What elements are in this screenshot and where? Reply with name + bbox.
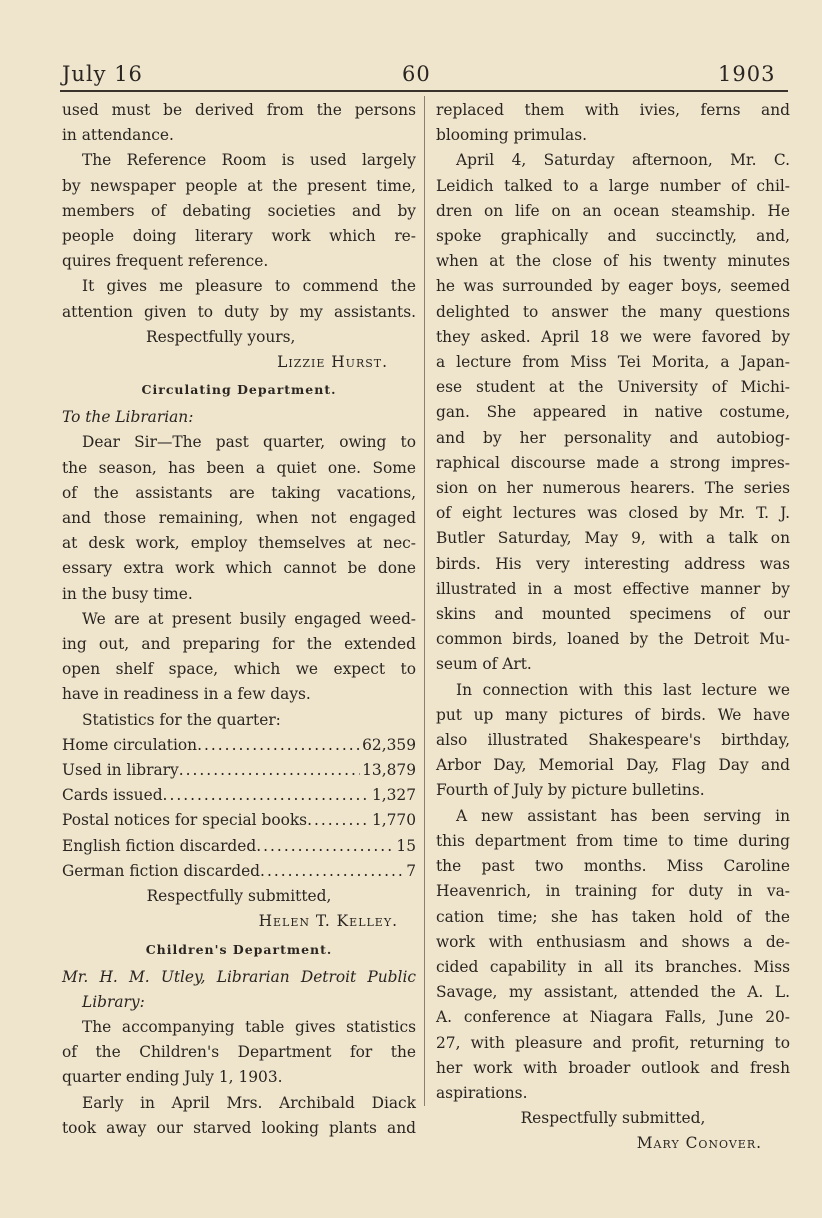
stat-label: Used in library: [62, 761, 179, 780]
text-line: cation time; she has taken hold of the: [436, 907, 790, 926]
text-line: quarter ending July 1, 1903.: [62, 1068, 283, 1087]
column-divider: [424, 96, 425, 1106]
stat-label: English fiction discarded: [62, 836, 257, 855]
text-line: raphical discourse made a strong impres-: [436, 453, 790, 472]
text-line: at desk work, employ themselves at nec-: [62, 534, 416, 553]
text-line: of the assistants are taking vacations,: [62, 483, 416, 502]
stat-value: 7: [406, 861, 416, 880]
stat-row: [62, 733, 416, 758]
text-line: delighted to answer the many questions: [436, 302, 790, 321]
salutation: To the Librarian:: [62, 408, 194, 427]
text-line: Heavenrich, in training for duty in va-: [436, 882, 790, 901]
text-line: the season, has been a quiet one. Some: [62, 458, 416, 477]
text-line: work with enthusiasm and shows a de-: [436, 932, 790, 951]
stat-label: Postal notices for special books: [62, 811, 308, 830]
header-year: 1903: [718, 62, 776, 86]
signature: Lizzie Hurst.: [277, 353, 388, 372]
stat-row: [62, 783, 416, 808]
stat-label: Cards issued: [62, 786, 163, 805]
section-heading: Children's Department.: [145, 941, 333, 957]
right-column: [436, 98, 790, 1157]
text-line: Fourth of July by picture bulletins.: [436, 781, 705, 800]
text-line: of eight lectures was closed by Mr. T. J.: [436, 504, 790, 523]
text-line: used must be derived from the persons: [62, 101, 416, 119]
stat-row: [62, 808, 416, 833]
text-line: and by her personality and autobiog-: [436, 428, 790, 447]
text-line: skins and mounted specimens of our: [436, 605, 790, 624]
text-line: took away our starved looking plants and: [62, 1118, 416, 1137]
text-line: dren on life on an ocean steamship. He: [436, 201, 790, 220]
text-line: Leidich talked to a large number of chil-: [436, 176, 790, 195]
text-line: Dear Sir—The past quarter, owing to: [82, 433, 416, 452]
left-column: [62, 98, 416, 1141]
stat-value: 1,327: [371, 786, 416, 805]
text-line: of the Children's Department for the: [62, 1043, 416, 1062]
signature: Mary Conover.: [636, 1134, 762, 1153]
text-line: ese student at the University of Michi-: [436, 378, 790, 397]
stat-row: [62, 834, 416, 859]
salutation: Mr. H. M. Utley, Librarian Detroit Public: [62, 967, 416, 986]
text-line: have in readiness in a few days.: [62, 685, 311, 704]
text-line: A new assistant has been serving in: [456, 806, 790, 825]
text-line: replaced them with ivies, ferns and: [436, 101, 790, 119]
text-line: this department from time to time during: [436, 831, 790, 850]
text-line: a lecture from Miss Tei Morita, a Japan-: [436, 353, 790, 372]
header-rule: [60, 90, 788, 92]
stat-row: [62, 859, 416, 884]
text-line: sion on her numerous hearers. The series: [436, 479, 790, 498]
text-line: seum of Art.: [436, 655, 532, 674]
text-line: Arbor Day, Memorial Day, Flag Day and: [436, 756, 790, 775]
header-date: July 16: [62, 62, 143, 86]
text-line: people doing literary work which re-: [62, 227, 416, 246]
closing-line: Respectfully submitted,: [146, 887, 332, 906]
text-line: ing out, and preparing for the extended: [62, 635, 416, 654]
text-line: Early in April Mrs. Archibald Diack: [82, 1093, 416, 1112]
text-line: and those remaining, when not engaged: [62, 509, 416, 528]
page-number: 60: [402, 62, 431, 86]
stat-value: 62,359: [362, 735, 416, 754]
text-line: her work with broader outlook and fresh: [436, 1058, 790, 1077]
stat-label: Home circulation: [62, 735, 198, 754]
text-line: common birds, loaned by the Detroit Mu-: [436, 630, 790, 649]
text-line: in attendance.: [62, 126, 174, 145]
stat-value: 1,770: [371, 811, 416, 830]
closing-line: Respectfully submitted,: [520, 1109, 706, 1128]
text-line: in the busy time.: [62, 584, 193, 603]
salutation: Library:: [82, 992, 145, 1011]
text-line: cided capability in all its branches. Miss: [436, 957, 790, 976]
stats-intro: Statistics for the quarter:: [82, 710, 281, 729]
text-line: A. conference at Niagara Falls, June 20-: [436, 1008, 790, 1027]
stat-value: 15: [396, 836, 416, 855]
text-line: when at the close of his twenty minutes: [436, 252, 790, 271]
text-line: In connection with this last lecture we: [456, 680, 790, 699]
text-line: open shelf space, which we expect to: [62, 660, 416, 679]
text-line: blooming primulas.: [436, 126, 588, 145]
text-line: Savage, my assistant, attended the A. L.: [436, 983, 790, 1002]
text-line: aspirations.: [436, 1083, 528, 1102]
text-line: birds. His very interesting address was: [436, 554, 790, 573]
text-line: It gives me pleasure to commend the: [82, 277, 416, 296]
text-line: Butler Saturday, May 9, with a talk on: [436, 529, 790, 548]
stat-row: [62, 758, 416, 783]
text-line: spoke graphically and succinctly, and,: [436, 227, 790, 246]
text-line: We are at present busily engaged weed-: [82, 609, 416, 628]
text-line: members of debating societies and by: [62, 201, 416, 220]
closing-line: Respectfully yours,: [146, 327, 296, 346]
stat-value: 13,879: [362, 761, 416, 780]
text-line: illustrated in a most effective manner by: [436, 579, 790, 598]
text-line: they asked. April 18 we were favored by: [436, 327, 790, 346]
text-line: gan. She appeared in native costume,: [436, 403, 790, 422]
text-line: by newspaper people at the present time,: [62, 176, 416, 195]
text-line: put up many pictures of birds. We have: [436, 705, 790, 724]
text-line: he was surrounded by eager boys, seemed: [436, 277, 790, 296]
text-line: 27, with pleasure and profit, returning to: [436, 1033, 790, 1052]
text-line: attention given to duty by my assistants.: [62, 302, 416, 321]
text-line: April 4, Saturday afternoon, Mr. C.: [456, 151, 790, 170]
signature: Helen T. Kelley.: [258, 912, 398, 931]
section-heading: Circulating Department.: [141, 382, 337, 398]
text-line: the past two months. Miss Caroline: [436, 857, 790, 876]
text-line: also illustrated Shakespeare's birthday,: [436, 731, 790, 750]
text-line: essary extra work which cannot be done: [62, 559, 416, 578]
stat-label: German fiction discarded: [62, 861, 261, 880]
text-line: The accompanying table gives statistics: [82, 1017, 416, 1036]
text-line: quires frequent reference.: [62, 252, 269, 271]
text-line: The Reference Room is used largely: [82, 151, 416, 170]
